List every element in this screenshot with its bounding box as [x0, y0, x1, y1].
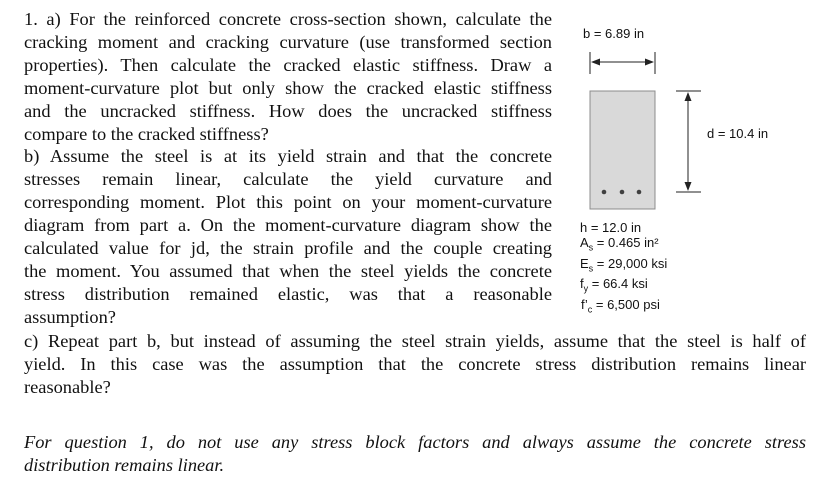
- text-line: assumption?: [24, 306, 116, 327]
- text-line: For question 1, do not use any stress block factors and always assume the concrete stress: [24, 432, 806, 452]
- property-row: [580, 276, 667, 297]
- text-line: diagram from part a. On the moment-curvature diagram show the: [24, 215, 552, 236]
- text-line: b) Assume the steel is at its yield strain and that the concrete: [24, 146, 552, 167]
- property-symbol: A: [580, 235, 589, 250]
- text-line: 1. a) For the reinforced concrete cross-section shown, calculate the: [24, 9, 552, 29]
- depth-label: d = 10.4 in: [707, 126, 769, 141]
- text-line: and the uncracked stiffness. How does the uncracked stiffness: [24, 100, 552, 121]
- text-line: stress distribution remained elastic, was that a reasonable: [24, 283, 552, 304]
- text-line: cracking moment and cracking curvature (use transformed section: [24, 31, 552, 52]
- depth-dimension: [676, 91, 701, 192]
- property-prime: ’: [584, 296, 588, 312]
- rebar: [637, 190, 642, 195]
- property-symbol: f: [580, 276, 584, 292]
- property-symbol: E: [580, 255, 589, 271]
- property-value: = 29,000 ksi: [593, 255, 668, 271]
- text-line: properties). Then calculate the cracked elastic stiffness. Draw a: [24, 54, 552, 75]
- text-line: distribution remains linear.: [24, 454, 225, 475]
- material-properties: [580, 220, 667, 317]
- text-line: reasonable?: [24, 376, 111, 397]
- property-subscript: s: [588, 263, 594, 274]
- rebar: [620, 190, 625, 195]
- property-row: [580, 220, 667, 235]
- width-label: b = 6.89 in: [583, 26, 645, 41]
- text-line: compare to the cracked stiffness?: [24, 123, 269, 144]
- property-symbol: h: [580, 220, 588, 235]
- rebar: [602, 190, 607, 195]
- text-line: corresponding moment. Plot this point on your moment-curvature: [24, 192, 552, 213]
- property-symbol: f: [581, 296, 585, 312]
- property-subscript: c: [587, 304, 593, 315]
- property-value: = 0.465 in²: [593, 235, 659, 250]
- property-row: [581, 297, 667, 318]
- property-value: = 6,500 psi: [592, 296, 660, 312]
- property-subscript: y: [583, 283, 589, 294]
- property-row: [580, 256, 667, 277]
- property-value: = 12.0 in: [587, 220, 642, 235]
- property-value: = 66.4 ksi: [588, 276, 648, 292]
- property-row: [580, 235, 667, 256]
- text-line: stresses remain linear, calculate the yield curvature and: [24, 169, 552, 190]
- text-line: c) Repeat part b, but instead of assuming the steel strain yields, assume that the steel is half of: [24, 331, 806, 351]
- text-line: moment-curvature plot but only show the cracked elastic stiffness: [24, 77, 552, 98]
- text-line: yield. In this case was the assumption that the concrete stress distribution remains linear: [24, 353, 806, 374]
- text-line: calculated value for jd, the strain profile and the couple creating: [24, 238, 552, 259]
- width-dimension: [590, 52, 655, 74]
- text-line: the moment. You assumed that when the steel yields the concrete: [24, 260, 552, 281]
- property-subscript: s: [588, 242, 594, 253]
